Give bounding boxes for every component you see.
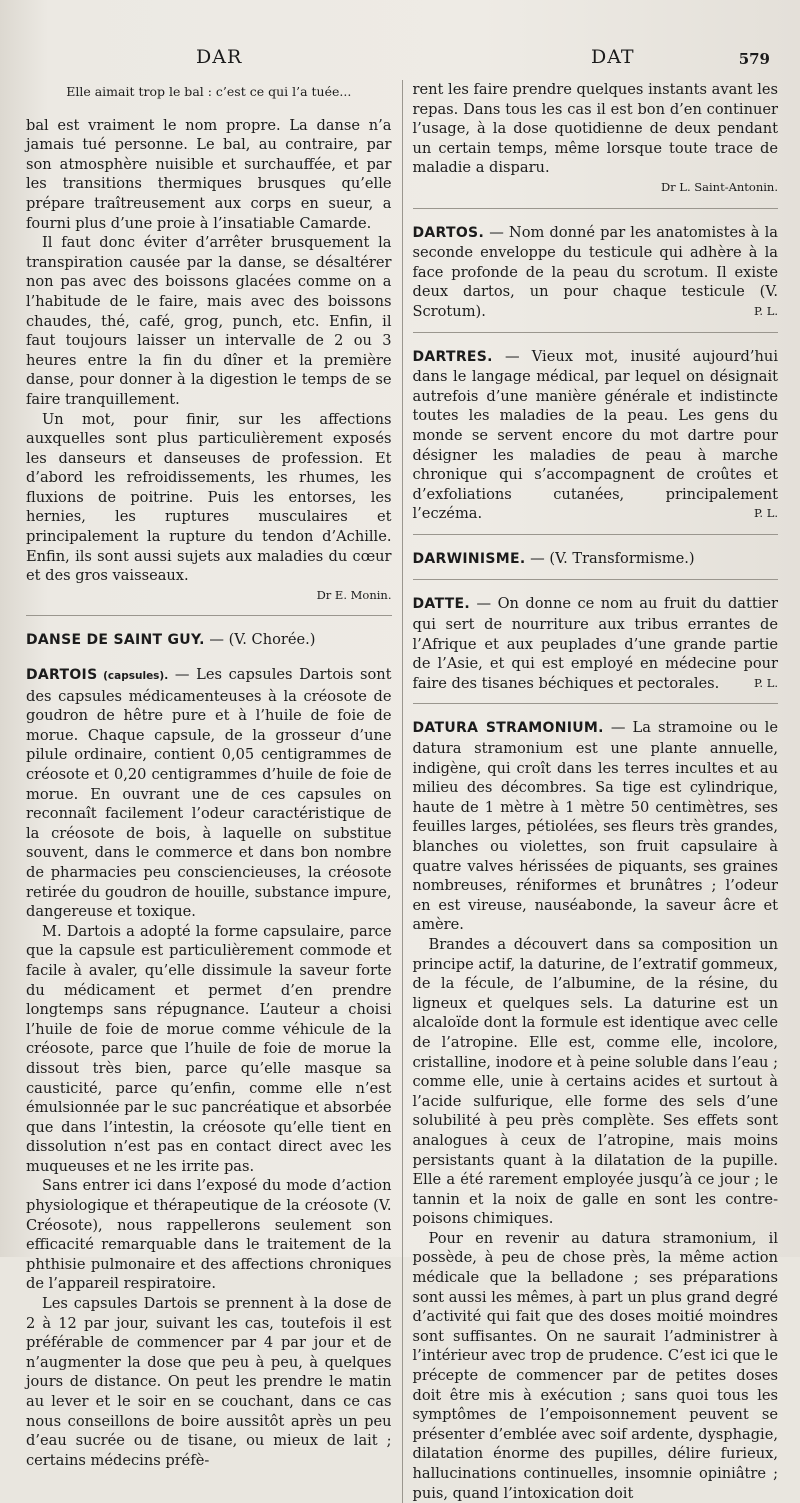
entry-danse-de-saint-guy — [26, 630, 392, 651]
paragraph: Les capsules Dartois se prennent à la dose de 2 à 12 par jour, suivant les cas, toutefois il est préférable de commencer par 4 par jour et de n’augmenter la dose que peu à peu, à quelques jours de distance. On peut les prendre le matin au lever et le soir en se couchant, dans ce cas nous conseillons de boire aussitôt après un peu d’eau sucrée ou de tisane, ou mieux de lait ; certains médecins préfè- — [26, 1295, 392, 1469]
headword: DANSE DE SAINT GUY. — [26, 632, 205, 649]
entry-text: — Les capsules Dartois sont des capsules médicamenteuses à la créosote de goudron de hêtre pure et à l’huile de foie de morue. Chaque capsule, de la grosseur d’une pilule ordinaire, contient 0,05 centigrammes de créosote et 0,20 centigrammes d’huile de foie de morue. En ouvrant une de ces capsules on reconnaît facilement l’odeur caractéristique de la créosote de bois, à laquelle on substitue souvent, dans le commerce et dans bon nombre de pharmacies peu consciencieuses, la créosote retirée du goudron de houille, substance impure, dangereuse et toxique. — [26, 666, 392, 921]
headword: DARTRES. — [412, 348, 493, 365]
entry-dartres — [413, 347, 779, 524]
right-column — [403, 80, 779, 1503]
headword-qualifier: (capsules). — [97, 670, 169, 683]
paragraph: Pour en revenir au datura stramonium, il possède, à peu de chose près, la même action médicale que la belladone ; ses préparations sont aussi les mêmes, à part un plus grand degré d’activité qui fait que des doses moitié moindres sont suffisantes. On ne saurait l’administrer à l’intérieur avec trop de prudence. C’est ici que le précepte de commencer par de petites doses doit être mis à exécution ; sans quoi tous les symptômes de l’empoisonnement peuvent se présenter d’emblée avec soif ardente, dysphagie, dilatation énorme des pupilles, délire furieux, hallucinations continuelles, insomnie opiniâtre ; puis, quand l’intoxication doit — [412, 1229, 778, 1502]
signature: P. L. — [753, 675, 778, 690]
divider — [413, 703, 779, 704]
divider — [413, 208, 779, 209]
entry-text: — Nom donné par les anatomistes à la seconde enveloppe du testicule qui adhère à la face profonde de la peau du scrotum. Il existe deux dartos, un pour chaque testicule (V. Scrotum). — [412, 223, 778, 320]
headword: DARTOIS — [26, 667, 98, 684]
entry-darwinisme — [413, 549, 779, 570]
epigraph: Elle aimait trop le bal : c’est ce qui l’a tuée... — [66, 84, 352, 99]
running-head-right: DAT — [591, 46, 635, 68]
divider — [413, 332, 779, 333]
entry-text: — (V. Chorée.) — [204, 631, 316, 649]
headword: DARWINISME. — [412, 550, 526, 567]
paragraph: Un mot, pour finir, sur les affections auxquelles sont plus particulièrement exposés les danseurs et danseuses de profession. Et d’abord les refroidissements, les rhumes, les fluxions de poitrine. Puis les entorses, les hernies, les ruptures musculaires et principalement la rupture du tendon d’Achille. Enfin, ils sont aussi sujets aux maladies du cœur et des gros vaisseaux. — [26, 410, 392, 585]
entry-text: — Vieux mot, inusité aujourd’hui dans le langage médical, par lequel on désignait autrefois d’une manière générale et indistincte toutes les maladies de la peau. Les gens du monde se servent encore du mot dartre pour désigner les maladies de peau à marche chronique qui s’accompagnent de croûtes et d’exfoliations cutanées, principalement l’eczéma. — [412, 347, 778, 523]
paragraph: M. Dartois a adopté la forme capsulaire, parce que la capsule est particulièrement commode et facile à avaler, qu’elle dissimule la saveur forte du médicament et permet d’en prendre longtemps sans répugnance. L’auteur a choisi l’huile de foie de morue comme véhicule de la créosote, parce que l’huile de foie de morue la dissout très bien, parce qu’elle masque sa causticité, parce qu’enfin, comme elle n’est émulsionnée par le suc pancréatique et absorbée que dans l’intestin, la créosote qu’elle tient en dissolution n’est pas en contact direct avec les muqueuses et ne les irrite pas. — [26, 922, 392, 1175]
signature: P. L. — [753, 506, 778, 521]
divider — [413, 534, 779, 535]
headword: DATURA STRAMONIUM. — [412, 720, 604, 737]
entry-datura-stramonium — [413, 718, 779, 935]
signature: Dr E. Monin. — [316, 587, 392, 602]
entry-text: — On donne ce nom au fruit du dattier qui sert de nourriture aux tribus errantes de l’Afrique et aux peuplades d’une grande partie de l’Asie, et qui est employé en médecine pour faire des tisanes béchiques et pectorales. — [412, 595, 778, 692]
running-head — [26, 40, 778, 80]
divider — [413, 579, 779, 580]
entry-dartos — [413, 223, 779, 322]
headword: DATTE. — [412, 596, 470, 613]
two-column-body — [26, 80, 778, 1503]
paragraph: bal est vraiment le nom propre. La danse n’a jamais tué personne. Le bal, au contraire, par son atmosphère nuisible et surchauffée, et par les transitions thermiques brusques qu’elle prépare traîtreusement aux corps en sueur, a fourni plus d’une proie à l’insatiable Camarde. — [26, 116, 392, 232]
paragraph: Brandes a découvert dans sa composition un principe actif, la daturine, de l’extratif gommeux, de la fécule, de l’albumine, de la résine, du ligneux et quelques sels. La daturine est un alcaloïde dont la formule est identique avec celle de l’atropine. Elle est, comme elle, incolore, cristalline, inodore et à peine soluble dans l’eau ; comme elle, unie à certains acides et surtout à l’acide sulfurique, elle forme des sels d’une solubilité à peu près complète. Ses effets sont analogues à ceux de l’atropine, mais moins persistants quant à la dilatation de la pupille. Elle a été rarement employée jusqu’à ce jour ; le tannin et la noix de galle en sont les contre-poisons chimiques. — [412, 935, 778, 1228]
paragraph: Il faut donc éviter d’arrêter brusquement la transpiration causée par la danse, se désaltérer non pas avec des boissons glacées comme on a l’habitude de le faire, mais avec des boissons chaudes, thé, café, grog, punch, etc. Enfin, il faut toujours laisser un intervalle de 2 ou 3 heures entre la fin du dîner et la première danse, pour donner à la digestion le temps de se faire tranquillement. — [26, 234, 392, 408]
entry-text: — (V. Transformisme.) — [525, 549, 695, 567]
paragraph: rent les faire prendre quelques instants avant les repas. Dans tous les cas il est bon d’en continuer l’usage, à la dose quotidienne de deux pendant un certain temps, même lorsque toute trace de maladie a disparu. — [412, 81, 778, 177]
entry-dartois — [26, 665, 392, 922]
divider — [26, 615, 392, 616]
entry-text: — La stramoine ou le datura stramonium est une plante annuelle, indigène, qui croît dans les terres incultes et au milieu des décombres. Sa tige est cylindrique, haute de 1 mètre à 1 mètre 50 centimètres, ses feuilles larges, pétiolées, ses fleurs très grandes, blanches ou violettes, son fruit capsulaire à quatre valves hérissées de piquants, ses graines nombreuses, réniformes et brunâtres ; l’odeur en est vireuse, nauséabonde, la saveur âcre et amère. — [412, 719, 778, 934]
page-number: 579 — [738, 50, 770, 68]
headword: DARTOS. — [412, 224, 485, 241]
running-head-left: DAR — [196, 46, 243, 68]
left-column — [26, 80, 403, 1503]
paragraph: Sans entrer ici dans l’exposé du mode d’action physiologique et thérapeutique de la créosote (V. Créosote), nous rappellerons seulement son efficacité remarquable dans le traitement de la phthisie pulmonaire et des affections chroniques de l’appareil respiratoire. — [26, 1177, 392, 1293]
entry-datte — [413, 594, 779, 693]
signature: Dr L. Saint-Antonin. — [660, 179, 778, 194]
signature: P. L. — [753, 303, 778, 318]
